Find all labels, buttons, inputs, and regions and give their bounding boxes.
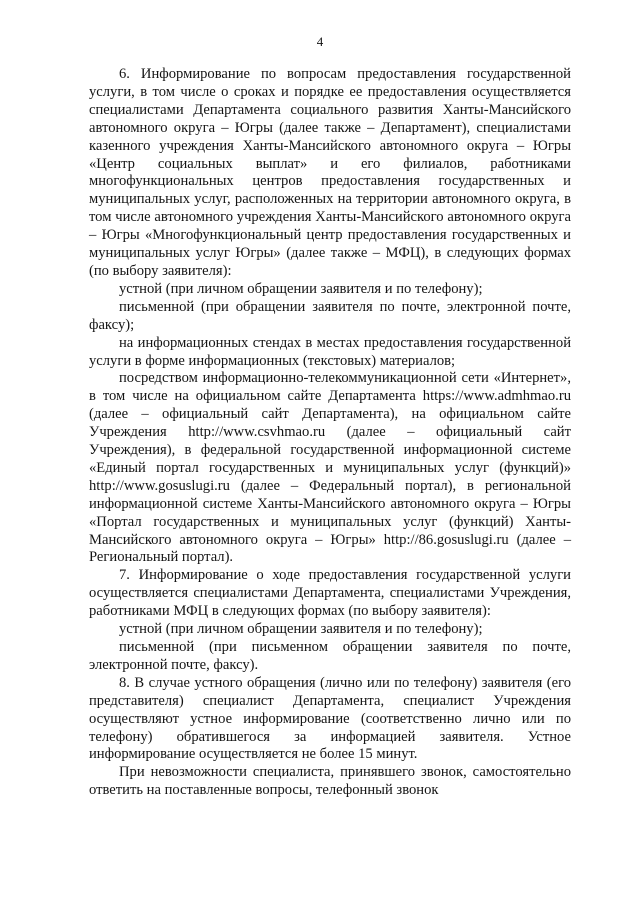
paragraph-7: 7. Информирование о ходе предоставления государственной услуги осуществляется специалистами Департамента, специалистами Учреждения, работниками МФЦ в следующих формах (по выбору заявителя): — [89, 567, 571, 620]
list-item-written: письменной (при обращении заявителя по почте, электронной почте, факсу); — [89, 298, 571, 333]
page-number: 4 — [316, 34, 324, 49]
paragraph-continuation: При невозможности специалиста, принявшего звонок, самостоятельно ответить на поставленные вопросы, телефонный звонок — [89, 764, 571, 799]
list-item-oral-2: устной (при личном обращении заявителя и по телефону); — [119, 621, 483, 638]
list-item-oral: устной (при личном обращении заявителя и по телефону); — [119, 280, 483, 297]
list-item-stands: на информационных стендах в местах предоставления государственной услуги в форме информационных (текстовых) материалов; — [89, 334, 571, 369]
list-item-internet: посредством информационно-телекоммуникационной сети «Интернет», в том числе на официальном сайте Департамента https://www.admhmao.ru (далее – официальный сайт Департамента), на официальном сайте Учреждения http://www.csvhmao.ru (далее – официальный сайт Учреждения), в федеральной государственной информационной системе «Единый портал государственных и муниципальных услуг (функций)» http://www.gosuslugi.ru (далее – Федеральный портал), в региональной информационной системе Ханты-Мансийского автономного округа – Югры «Портал государственных и муниципальных услуг (функций) Ханты-Мансийского автономного округа – Югры» http://86.gosuslugi.ru (далее – Региональный портал). — [89, 370, 571, 566]
document-body — [89, 66, 571, 800]
list-item-written-2: письменной (при письменном обращении заявителя по почте, электронной почте, факсу). — [89, 639, 571, 673]
paragraph-8: 8. В случае устного обращения (лично или по телефону) заявителя (его представителя) специалист Департамента, специалист Учреждения осуществляют устное информирование (соответственно лично или по телефону) обратившегося за информацией заявителя. Устное информирование осуществляется не более 15 минут. — [89, 674, 571, 763]
paragraph-6: 6. Информирование по вопросам предоставления государственной услуги, в том числе о сроках и порядке ее предоставления осуществляется специалистами Департамента социального развития Ханты-Мансийского автономного округа – Югры (далее также – Департамент), специалистами казенного учреждения Ханты-Мансийского автономного округа – Югры «Центр социальных выплат» и его филиалов, работниками многофункциональных центров предоставления государственных и муниципальных услуг, расположенных на территории автономного округа, в том числе автономного учреждения Ханты-Мансийского автономного округа – Югры «Многофункциональный центр предоставления государственных и муниципальных услуг Югры» (далее также – МФЦ), в следующих формах (по выбору заявителя): — [89, 66, 571, 279]
